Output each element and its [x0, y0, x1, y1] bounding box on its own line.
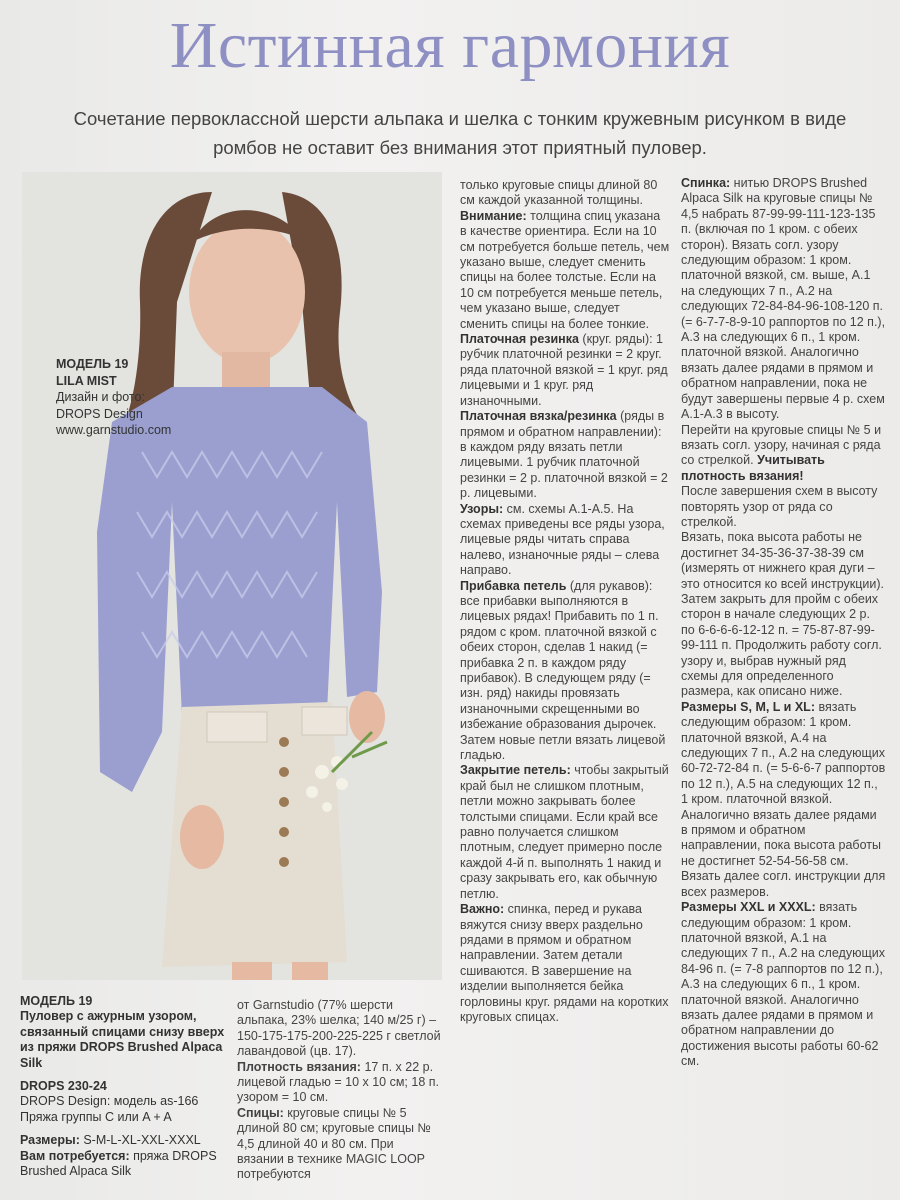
- col1-p7: Важно: спинка, перед и рукава вяжутся снизу вверх раздельно рядами в прямом и обратном направлении. Затем детали сшиваются. В завершение на изделии выполняется бейка горловины круг. рядами на коротких круговых спицах.: [460, 902, 669, 1024]
- spec-sizes: Размеры: S-M-L-XL-XXL-XXXL: [20, 1133, 201, 1148]
- spec-design: DROPS Design: модель as-166: [20, 1094, 199, 1109]
- col2-p3: Вязать, пока высота работы не достигнет 34-35-36-37-38-39 см (измерять от нижнего края дуги – это относится ко всей инструкции).: [681, 530, 885, 591]
- col2-p1: Перейти на круговые спицы № 5 и вязать согл. узору, начиная с ряда со стрелкой. Учитывать плотность вязания!: [681, 422, 882, 483]
- mat-p2: Спицы: круговые спицы № 5 длиной 80 см; круговые спицы № 4,5 длиной 40 и 80 см. При вязании в технике MAGIC LOOP потребуются: [237, 1105, 431, 1182]
- credits-designer: DROPS Design: [56, 406, 143, 421]
- text-column-2: [681, 176, 886, 1070]
- col2-p2: После завершения схем в высоту повторять узор от ряда со стрелкой.: [681, 484, 878, 529]
- col1-p3: Платочная вязка/резинка (ряды в прямом и обратном направлении): в каждом ряду вязать петли лицевыми. 1 рубчик платочной резинки = 2 р. платочной вязкой = 2 р. лицевыми.: [460, 409, 668, 501]
- spec-model: МОДЕЛЬ 19: [20, 994, 93, 1008]
- page-title: Истинная гармония: [169, 9, 731, 82]
- materials-text: [237, 998, 442, 1183]
- photo-illustration: [22, 172, 442, 980]
- col1-p4: Узоры: см. схемы А.1-А.5. На схемах приведены все ряды узора, лицевые ряды читать справа налево, изнаночные ряды – слева направо.: [460, 501, 665, 578]
- lead-paragraph: Сочетание первоклассной шерсти альпака и шелка с тонким кружевным рисунком в виде ромбов не оставит без внимания этот приятный пуловер.: [73, 108, 847, 158]
- col2-p4: Затем закрыть для пройм с обеих сторон в начале следующих 2 р. по 6-6-6-6-12-12 п. = 75-87-87-99-99-111 п. Продолжить работу согл. узору и, выбрав нужный ряд схемы для определенного размера, как описано ниже.: [681, 591, 882, 699]
- credits-model: МОДЕЛЬ 19: [56, 357, 129, 371]
- col2-p5: Размеры S, M, L и XL: вязать следующим образом: 1 кром. платочной вязкой, А.4 на следующих 7 п., А.2 на следующих 60-72-72-84 п. (= 5-6-6-7 раппортов по 12 п.), А.5 на следующих 12 п., 1 кром. платочной вязкой. Аналогично вязать далее рядами в прямом и обратном направлении, пока высота работы не достигнет 52-54-56-58 см.: [681, 699, 886, 868]
- col2-p6: Вязать далее согл. инструкции для всех размеров.: [681, 869, 886, 899]
- model-photo: [22, 172, 442, 980]
- col1-p6: Закрытие петель: чтобы закрытый край был не слишком плотным, петли можно закрывать более толстыми спицами. Если край все равно получается слишком плотным, следует примерно после каждой 4-й п. выполнять 1 накид и сразу закрывать его, как обычную петлю.: [460, 763, 669, 901]
- col1-p5: Прибавка петель (для рукавов): все прибавки выполняются в лицевых рядах! Прибавить по 1 п. рядом с кром. платочной вязкой с обеих сторон, сделав 1 накид (= прибавка 2 п. в каждом ряду прибавок). В следующем ряду (= изн. ряд) накиды провязать изнаночными скрещенными во избежание образования дырочек. Затем новые петли вязать лицевой гладью.: [460, 578, 666, 763]
- mat-p1: Плотность вязания: 17 п. х 22 р. лицевой гладью = 10 х 10 см; 18 п. узором = 10 см.: [237, 1059, 439, 1105]
- col1-p1: Внимание: толщина спиц указана в качестве ориентира. Если на 10 см потребуется больше петель, чем указано выше, следует сменить спицы на более толстые. Если на 10 см потребуется меньше петель, чем указано выше, следует сменить спицы на более тонкие.: [460, 208, 670, 331]
- text-column-1: [460, 178, 670, 1025]
- mat-p0: от Garnstudio (77% шерсти альпака, 23% шелка; 140 м/25 г) – 150-175-175-200-225-225 г светлой лавандовой (цв. 17).: [237, 998, 441, 1059]
- col1-p2: Платочная резинка (круг. ряды): 1 рубчик платочной резинки = 2 круг. ряда платочной вязкой = 1 круг. ряд лицевыми и 1 круг. ряд изнаночными.: [460, 332, 668, 408]
- photo-credits: [56, 356, 171, 439]
- credits-site: www.garnstudio.com: [56, 423, 172, 437]
- spec-need: Вам потребуется: пряжа DROPS Brushed Alpaca Silk: [20, 1148, 217, 1179]
- credits-name: LILA MIST: [56, 373, 117, 388]
- col2-p7: Размеры XXL и XXXL: вязать следующим образом: 1 кром. платочной вязкой, А.1 на следующих 7 п., А.2 на следующих 84-96 п. (= 7-8 раппортов по 12 п.), А.3 на следующих 6 п., 1 кром. платочной вязкой. Аналогично вязать далее рядами в прямом и обратном направлении до достижения высоты работы 60-62 см.: [681, 900, 885, 1069]
- col1-p0: только круговые спицы длиной 80 см каждой указанной толщины.: [460, 178, 658, 208]
- spec-code: DROPS 230-24: [20, 1079, 107, 1094]
- spec-group: Пряжа группы C или A + A: [20, 1109, 172, 1124]
- credits-design: Дизайн и фото:: [56, 390, 145, 404]
- spec-desc: Пуловер с ажурным узором, связанный спицами снизу вверх из пряжи DROPS Brushed Alpaca Silk: [20, 1009, 225, 1070]
- col2-p0: Спинка: нитью DROPS Brushed Alpaca Silk на круговые спицы № 4,5 набрать 87-99-99-111-123-135 п. (включая по 1 кром. с обеих сторон). Вязать согл. узору следующим образом: 1 кром. платочной вязкой, см. выше, А.1 на следующих 7 п., А.2 на следующих 72-84-84-96-108-120 п. (= 6-7-7-8-9-10 раппортов по 12 п.), А.3 на следующих 6 п., 1 кром. платочной вязкой. Аналогично вязать далее рядами в прямом и обратном направлении, пока не будут завершены первые 4 р. схем А.1-А.3 в высоту.: [681, 176, 886, 422]
- model-specs: [20, 994, 225, 1179]
